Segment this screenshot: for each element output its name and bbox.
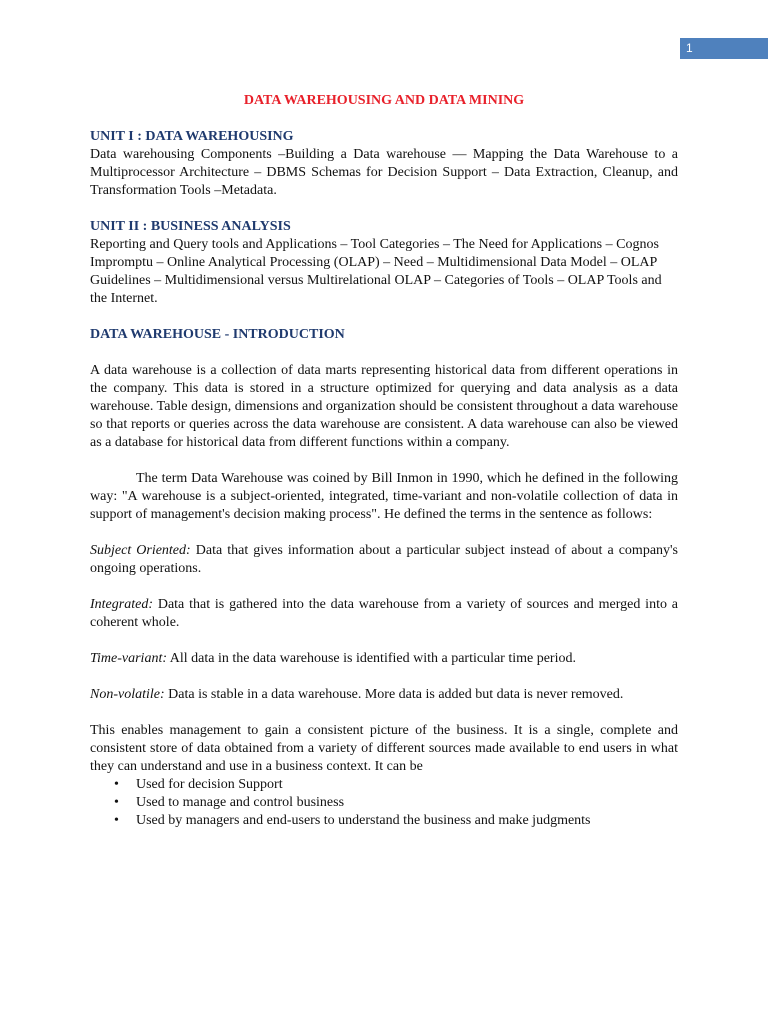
definition-text: Data that is gathered into the data warehouse from a variety of sources and merged into a coherent whole. [90,597,679,630]
list-item-text: Used for decision Support [136,777,283,792]
definition-subject-oriented [90,542,678,578]
definition-term: Time-variant: [90,651,167,666]
definition-non-volatile [90,686,678,704]
definition-term: Non-volatile: [90,687,165,702]
bullet-icon: • [114,813,119,828]
list-item [90,794,678,812]
definition-term: Integrated: [90,597,153,612]
definition-integrated [90,596,678,632]
list-item [90,812,678,830]
list-item [90,776,678,794]
definition-text: Data that gives information about a particular subject instead of about a company's ongoing operations. [90,543,679,576]
document-body [90,92,678,830]
page-number: 1 [686,41,693,55]
definition-time-variant [90,650,678,668]
use-cases-list [90,776,678,830]
bullet-icon: • [114,795,119,810]
intro-heading: DATA WAREHOUSE - INTRODUCTION [90,327,345,342]
unit2-body: Reporting and Query tools and Applications – Tool Categories – The Need for Applications – Cognos Impromptu – Online Analytical Processing (OLAP) – Need – Multidimensional Data Model – OLAP Guidelines – Multidimensional versus Multirelational OLAP – Categories of Tools – OLAP Tools and the Internet. [90,237,662,306]
list-item-text: Used by managers and end-users to understand the business and make judgments [136,813,591,828]
intro-paragraph-2: The term Data Warehouse was coined by Bill Inmon in 1990, which he defined in the following way: "A warehouse is a subject-oriented, integrated, time-variant and non-volatile collection of data in support of management's decision making process". He defined the terms in the sentence as follows: [90,471,678,522]
unit1-body: Data warehousing Components –Building a Data warehouse — Mapping the Data Warehouse to a Multiprocessor Architecture – DBMS Schemas for Decision Support – Data Extraction, Cleanup, and Transformation Tools –Metadata. [90,147,678,198]
bullet-icon: • [114,777,119,792]
definition-term: Subject Oriented: [90,543,191,558]
list-item-text: Used to manage and control business [136,795,345,810]
unit1-heading: UNIT I : DATA WAREHOUSING [90,129,294,144]
definition-text: Data is stable in a data warehouse. More data is added but data is never removed. [168,687,624,702]
document-title: DATA WAREHOUSING AND DATA MINING [243,93,525,108]
definition-text: All data in the data warehouse is identified with a particular time period. [169,651,576,666]
unit2-heading: UNIT II : BUSINESS ANALYSIS [90,219,291,234]
closing-paragraph: This enables management to gain a consistent picture of the business. It is a single, complete and consistent store of data obtained from a variety of different sources made available to end users in what they can understand and use in a business context. It can be [90,723,678,774]
page-number-badge [680,38,768,59]
intro-paragraph-1: A data warehouse is a collection of data marts representing historical data from different operations in the company. This data is stored in a structure optimized for querying and data analysis as a data warehouse. Table design, dimensions and organization should be consistent throughout a data warehouse so that reports or queries across the data warehouse are consistent. A data warehouse can also be viewed as a database for historical data from different functions within a company. [90,363,678,450]
